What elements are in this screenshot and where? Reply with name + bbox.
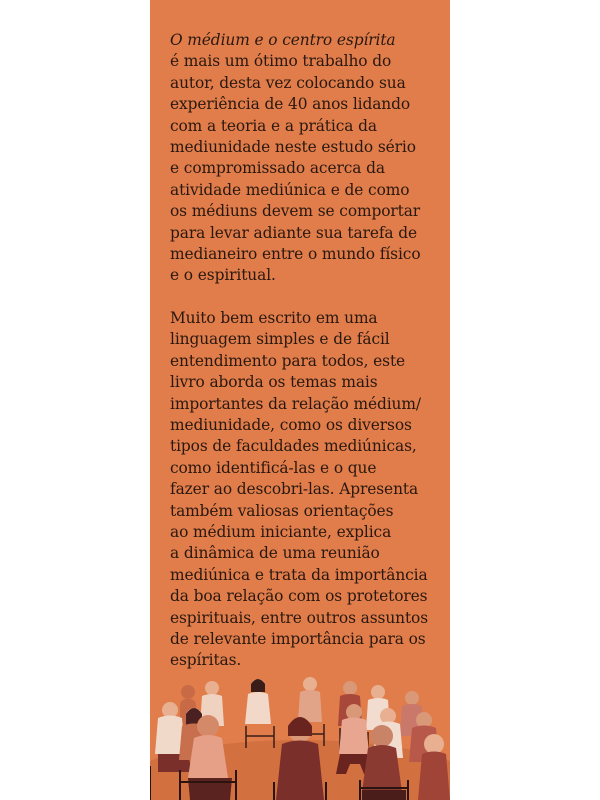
meeting-circle-illustration [150, 670, 450, 800]
book-flap [150, 0, 450, 800]
blurb-text [170, 30, 440, 672]
paragraph-2: Muito bem escrito em uma linguagem simples e de fácil entendimento para todos, este livro aborda os temas mais importantes da relação médium/ mediunidade, como os diversos tipos de faculdades mediúnicas, como identificá-las e o que fazer ao descobri-las. Apresenta também valiosas orientações ao médium iniciante, explica a dinâmica de uma reunião mediúnica e trata da importância da boa relação com os protetores espirituais, entre outros assuntos de relevante importância para os espíritas. [170, 308, 429, 670]
paragraph-1-body: é mais um ótimo trabalho do autor, desta vez colocando sua experiência de 40 anos lidando com a teoria e a prática da mediunidade neste estudo sério e compromissado acerca da atividade mediúnica e de como os médiuns devem se comportar para levar adiante sua tarefa de medianeiro entre o mundo físico e o espiritual. [170, 52, 421, 285]
book-title: O médium e o centro espírita [170, 31, 396, 49]
paragraph-1 [170, 30, 440, 287]
